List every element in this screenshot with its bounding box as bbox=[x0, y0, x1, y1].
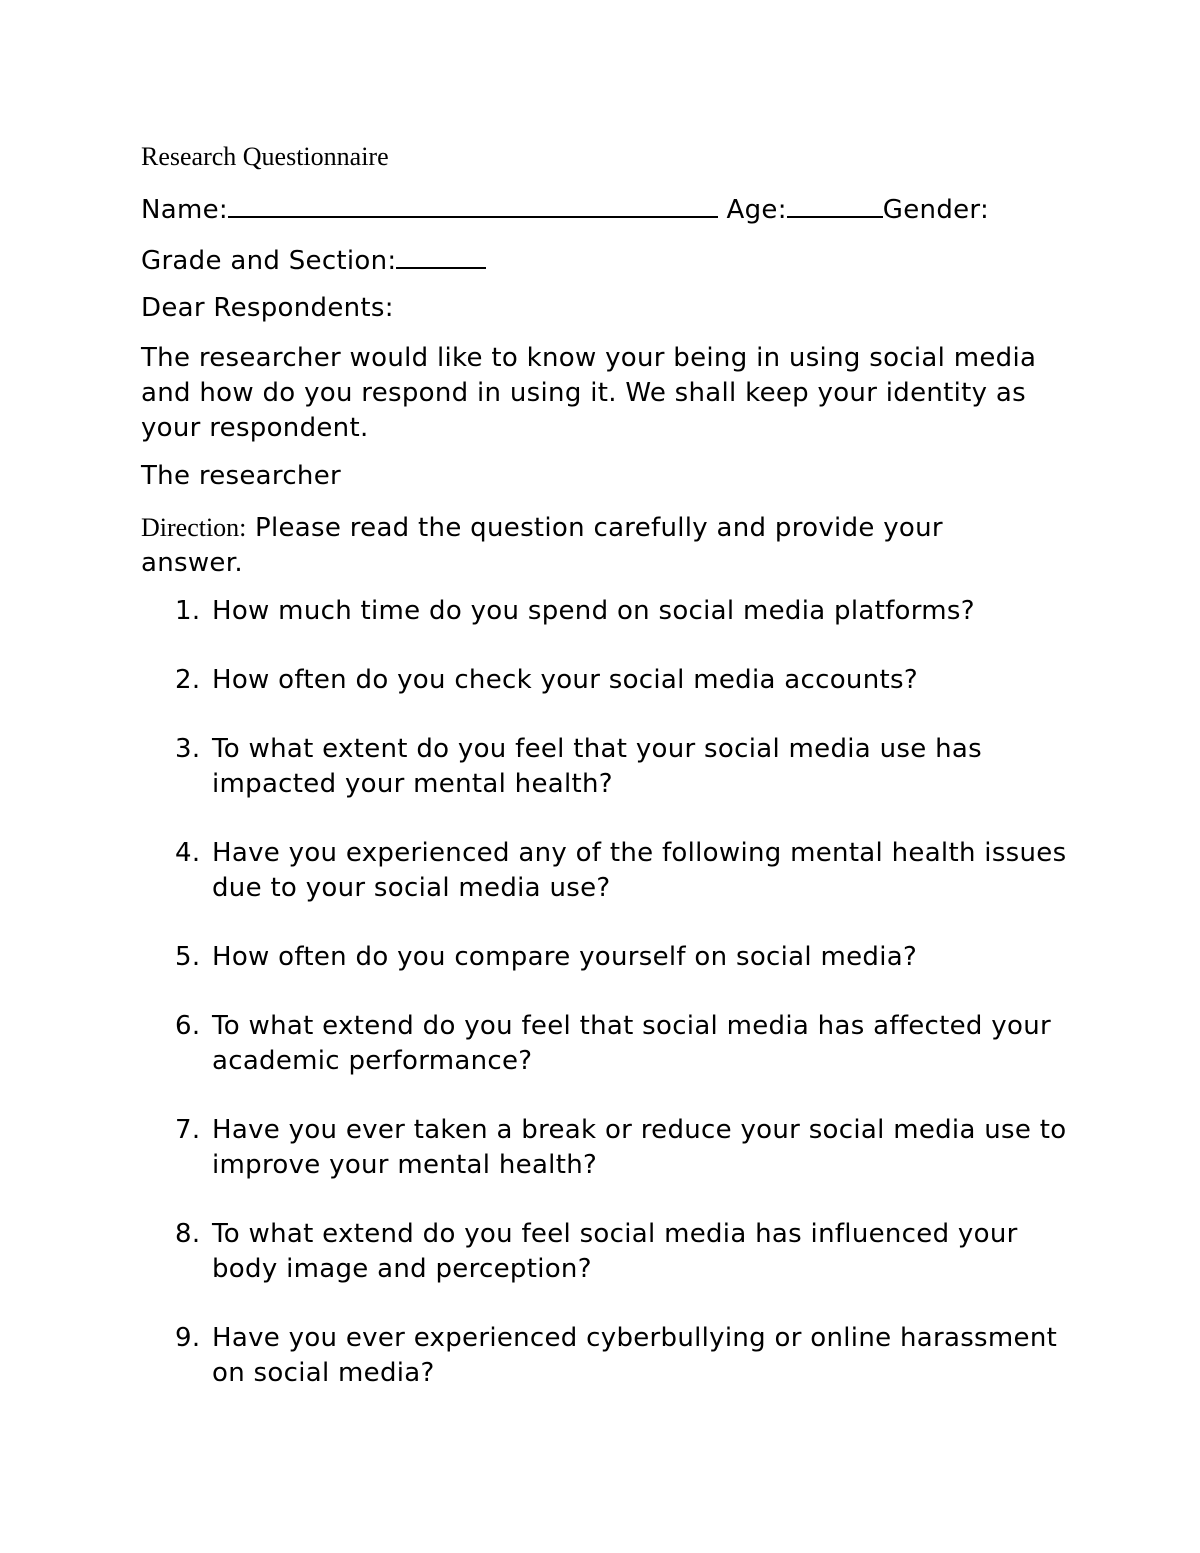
question-number: 8. bbox=[175, 1219, 201, 1249]
question-item bbox=[141, 1113, 1081, 1183]
question-number: 5. bbox=[175, 942, 201, 972]
direction-label: Direction: bbox=[141, 513, 247, 542]
grade-section-row bbox=[141, 241, 486, 278]
question-text: How often do you check your social media accounts? bbox=[212, 665, 918, 695]
question-text: How often do you compare yourself on social media? bbox=[212, 942, 918, 972]
question-number: 4. bbox=[175, 838, 201, 868]
question-item bbox=[141, 732, 1081, 802]
grade-section-label: Grade and Section: bbox=[141, 246, 397, 276]
question-number: 3. bbox=[175, 734, 201, 764]
question-item bbox=[141, 1217, 1081, 1287]
question-text: Have you experienced any of the following mental health issues due to your social media use? bbox=[212, 838, 1067, 903]
age-label: Age: bbox=[726, 195, 787, 225]
question-item bbox=[141, 1009, 1081, 1079]
question-number: 2. bbox=[175, 665, 201, 695]
question-text: To what extend do you feel social media has influenced your body image and perception? bbox=[212, 1219, 1018, 1284]
salutation: Dear Respondents: bbox=[141, 293, 394, 323]
question-text: To what extend do you feel that social media has affected your academic performance? bbox=[212, 1011, 1051, 1076]
question-text: Have you ever taken a break or reduce your social media use to improve your mental health? bbox=[212, 1115, 1067, 1180]
question-item bbox=[141, 663, 1081, 698]
question-item bbox=[141, 940, 1081, 975]
page-title: Research Questionnaire bbox=[141, 142, 389, 171]
question-number: 1. bbox=[175, 596, 201, 626]
question-text: How much time do you spend on social media platforms? bbox=[212, 596, 975, 626]
name-blank[interactable] bbox=[228, 190, 718, 218]
direction-text: Please read the question carefully and provide your answer. bbox=[141, 513, 943, 578]
question-list bbox=[141, 594, 1081, 1425]
question-number: 7. bbox=[175, 1115, 201, 1145]
question-text: To what extent do you feel that your social media use has impacted your mental health? bbox=[212, 734, 982, 799]
question-text: Have you ever experienced cyberbullying or online harassment on social media? bbox=[212, 1323, 1058, 1388]
intro-paragraph: The researcher would like to know your being in using social media and how do you respond in using it. We shall keep your identity as your respondent. bbox=[141, 343, 1037, 443]
gender-label: Gender: bbox=[882, 195, 990, 225]
question-item bbox=[141, 594, 1081, 629]
age-blank[interactable] bbox=[787, 190, 883, 218]
question-number: 9. bbox=[175, 1323, 201, 1353]
closing-signature: The researcher bbox=[141, 461, 341, 491]
name-label: Name: bbox=[141, 195, 228, 225]
grade-section-blank[interactable] bbox=[396, 241, 486, 269]
question-number: 6. bbox=[175, 1011, 201, 1041]
direction-paragraph bbox=[141, 510, 1011, 581]
question-item bbox=[141, 1321, 1081, 1391]
question-item bbox=[141, 836, 1081, 906]
name-age-gender-row bbox=[141, 190, 989, 227]
